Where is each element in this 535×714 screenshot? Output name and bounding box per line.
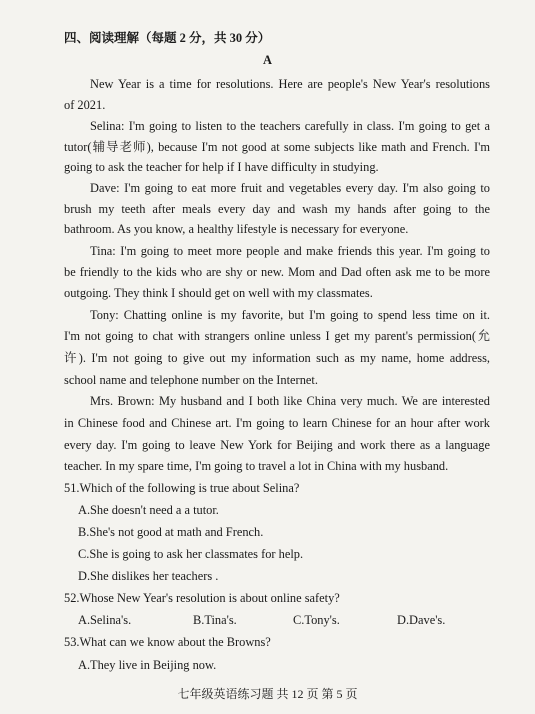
tony-line-3: 许). I'm not going to give out my information such as my name, home address, bbox=[64, 351, 490, 365]
q52-option-d: D.Dave's. bbox=[397, 613, 446, 627]
tina-line-1: Tina: I'm going to meet more people and make friends this year. I'm going to bbox=[90, 244, 490, 258]
dave-line-1: Dave: I'm going to eat more fruit and vegetables every day. I'm also going to bbox=[90, 181, 490, 195]
q51-option-d: D.She dislikes her teachers . bbox=[78, 569, 219, 583]
selina-line-3: going to ask the teacher for help if I have difficulty in studying. bbox=[64, 160, 379, 174]
q53-stem: 53.What can we know about the Browns? bbox=[64, 635, 271, 649]
q51-option-a: A.She doesn't need a a tutor. bbox=[78, 503, 219, 517]
intro-line-1: New Year is a time for resolutions. Here are people's New Year's resolutions bbox=[90, 77, 490, 91]
dave-line-3: bathroom. As you know, a healthy lifestyle is necessary for everyone. bbox=[64, 222, 409, 236]
q52-option-c: C.Tony's. bbox=[293, 613, 340, 627]
q51-stem: 51.Which of the following is true about Selina? bbox=[64, 481, 300, 495]
brown-line-1: Mrs. Brown: My husband and I both like China very much. We are interested bbox=[90, 394, 490, 408]
tony-line-4: school name and telephone number on the Internet. bbox=[64, 373, 318, 387]
q53-option-a: A.They live in Beijing now. bbox=[78, 658, 217, 672]
tina-line-3: outgoing. They think I should get on well with my classmates. bbox=[64, 286, 373, 300]
tony-line-2: I'm not going to chat with strangers online unless I get my parent's permission(允 bbox=[64, 329, 490, 343]
dave-line-2: brush my teeth after meals every day and wash my hands after going to the bbox=[64, 202, 490, 216]
brown-line-2: in Chinese food and Chinese art. I'm going to learn Chinese for an hour after work bbox=[64, 416, 490, 430]
section-title: 四、阅读理解（每题 2 分，共 30 分） bbox=[64, 31, 271, 45]
q52-option-a: A.Selina's. bbox=[78, 613, 132, 627]
selina-line-1: Selina: I'm going to listen to the teachers carefully in class. I'm going to get a bbox=[90, 119, 490, 133]
page-footer: 七年级英语练习题 共 12 页 第 5 页 bbox=[177, 687, 358, 701]
brown-line-4: teacher. In my spare time, I'm going to travel a lot in China with my husband. bbox=[64, 459, 449, 473]
q52-stem: 52.Whose New Year's resolution is about online safety? bbox=[64, 591, 340, 605]
tina-line-2: be friendly to the kids who are shy or new. Mom and Dad often ask me to be more bbox=[64, 265, 490, 279]
q51-option-c: C.She is going to ask her classmates for help. bbox=[78, 547, 304, 561]
intro-line-2: of 2021. bbox=[64, 98, 106, 112]
q51-option-b: B.She's not good at math and French. bbox=[78, 525, 264, 539]
selina-line-2: tutor(辅导老师), because I'm not good at some subjects like math and French. I'm bbox=[64, 140, 490, 154]
q52-option-b: B.Tina's. bbox=[193, 613, 237, 627]
brown-line-3: every day. I'm going to leave New York for Beijing and work there as a language bbox=[64, 438, 490, 452]
tony-line-1: Tony: Chatting online is my favorite, but I'm going to spend less time on it. bbox=[90, 308, 490, 322]
passage-label: A bbox=[263, 53, 272, 67]
